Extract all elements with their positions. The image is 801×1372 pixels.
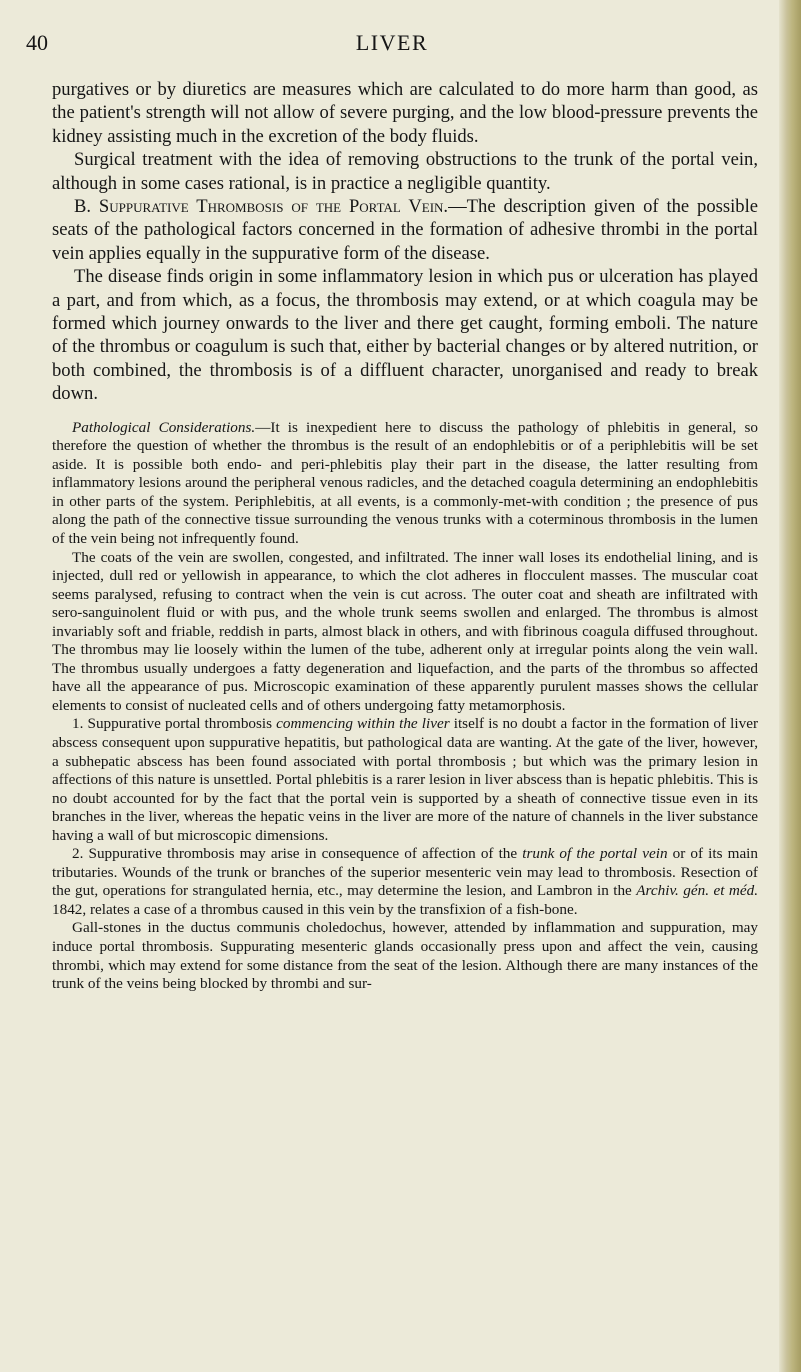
page-number: 40 [26,30,48,55]
paragraph-text: Gall-stones in the ductus communis choledochus, however, attended by inflammation and suppuration, may induce portal thrombosis. Suppurating mesenteric glands occasionally press upon and affect the vein, causing thrombi, which may extend for some distance from the seat of the lesion. Although there are many instances of the trunk of the veins being blocked by thrombi and sur- [52,919,758,993]
large-type-section [52,78,758,406]
paragraph-trunk-portal-vein [52,845,758,919]
paragraph-text: itself is no doubt a factor in the formation of liver abscess consequent upon suppurative hepatitis, but pathological data are wanting. At the gate of the liver, however, a subhepatic abscess has been found associated with portal thrombosis ; but which was the primary lesion in affections of this nature is unsettled. Portal phlebitis is a rarer lesion in liver abscess than is hepatic phlebitis. This is no doubt accounted for by the fact that the portal vein is supported by a sheath of connective tissue even in its branches in the liver, whereas the hepatic veins in the liver are more of the nature of channels in the liver substance having a wall of but microscopic dimensions. [52,715,759,844]
paragraph-text: 2. Suppurative thrombosis may arise in consequence of affection of the [72,845,523,863]
paragraph-text: —It is inexpedient here to discuss the pathology of phlebitis in general, so therefore the question of whether the thrombus is the result of an endophlebitis or of a periphlebitis will be set aside. It is possible both endo- and peri-phlebitis play their part in the disease, the latter resulting from inflammatory lesions around the peripheral venous radicles, and the detached coagula determining an endophlebitis in other parts of the system. Periphlebitis, at all events, is a commonly-met-with condition ; the presence of pus along the path of the connective tissue surrounding the venous trunks with a coterminous thrombosis in the lumen of the vein being not infrequently found. [52,418,758,547]
paragraph-text: Surgical treatment with the idea of removing obstructions to the trunk of the portal vein, although in some cases rational, is in practice a negligible quantity. [52,149,758,194]
paragraph-disease-origin [52,265,758,405]
paragraph-within-liver [52,715,758,845]
paragraph-pathological-considerations [52,419,758,549]
section-heading: B. Suppurative Thrombosis of the Portal Vein. [74,196,449,218]
paragraph-text: The disease finds origin in some inflammatory lesion in which pus or ulceration has played a part, and from which, as a focus, the thrombosis may extend, or at which coagula may be formed which journey onwards to the liver and there get caught, forming emboli. The nature of the thrombus or coagulum is such that, either by bacterial changes or by altered nutrition, or both combined, the thrombosis is of a diffluent character, unorganised and ready to break down. [52,266,758,405]
page-header [26,30,758,64]
italic-phrase: trunk of the portal vein [522,845,668,863]
paragraph-text: The coats of the vein are swollen, congested, and infiltrated. The inner wall loses its endothelial lining, and is injected, dull red or yellowish in appearance, to which the clot adheres in flocculent masses. The muscular coat seems paralysed, refusing to contract when the vein is cut across. The outer coat and sheath are infiltrated with sero-sanguinolent fluid or with pus, and the whole trunk seems swollen and enlarged. The thrombus is almost invariably soft and friable, reddish in parts, almost black in others, and with fibrinous coagula diffused throughout. The thrombus may lie loosely within the lumen of the tube, adherent only at irregular points along the vein wall. The thrombus usually undergoes a fatty degeneration and liquefaction, and the parts of the thrombus so affected have all the appearance of pus. Microscopic examination of these apparently purulent masses shows the cellular elements to consist of nucleated cells and of others undergoing fatty metamorphosis. [52,548,758,714]
paragraph-text: purgatives or by diuretics are measures which are calculated to do more harm than good, as the patient's strength will not allow of severe purging, and the low blood-pressure prevents the kidney assisting much in the excretion of the body fluids. [52,79,758,147]
page-body [52,78,758,994]
journal-title: Archiv. gén. et méd. [636,882,758,900]
paragraph-text: or of its main tributaries. Wounds of the trunk or branches of the superior mesenteric vein may lead to thrombosis. Resection of the gut, operations for strangulated hernia, etc., may determine the lesion, and Lambron in the [52,845,758,900]
paragraph-suppurative-thrombosis [52,195,758,265]
paragraph-gall-stones [52,919,758,993]
small-type-section [52,419,758,994]
paragraph-continuation [52,78,758,148]
page-edge [779,0,801,1372]
running-head: LIVER [355,30,429,55]
paragraph-surgical-treatment [52,148,758,195]
italic-phrase: commencing within the liver [276,715,450,733]
paragraph-text: —The description given of the possible seats of the pathological factors concerned in the formation of adhesive thrombi in the portal vein applies equally in the suppurative form of the disease. [52,196,759,264]
subsection-heading: Pathological Considerations. [72,418,256,436]
paragraph-text: 1. Suppurative portal thrombosis [72,715,277,733]
paragraph-text: 1842, relates a case of a thrombus caused in this vein by the transfixion of a fish-bone. [52,900,578,918]
paragraph-coats-of-vein [52,549,758,716]
